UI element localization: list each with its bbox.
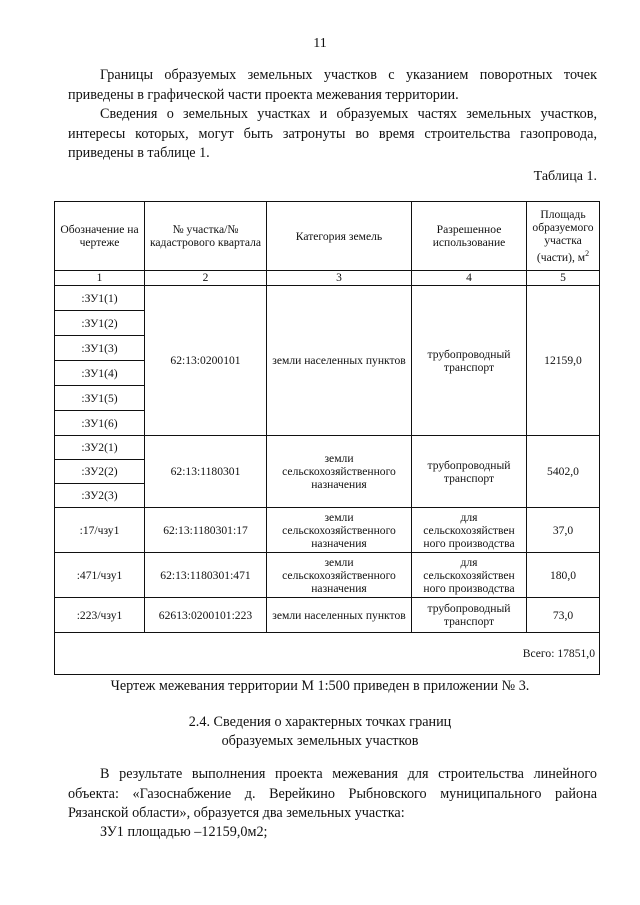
designation-cell: :ЗУ1(1) [55,286,145,311]
table-row [55,553,600,598]
col-number: 4 [412,271,527,286]
use-cell: для сельскохозяйствен ного производства [412,553,527,598]
area-cell: 37,0 [527,508,600,553]
drawing-note: Чертеж межевания территории М 1:500 приведен в приложении № 3. [110,678,530,694]
designation-cell: :ЗУ2(3) [55,484,145,508]
use-cell: трубопроводный транспорт [412,436,527,508]
paragraph-result: В результате выполнения проекта межевания для строительства линейного объекта: «Газоснабжение д. Верейкино Рыбновского муниципального района Рязанской области», образуется два земельных участка: [68,766,597,821]
header-area-sup: 2 [585,249,590,259]
designation-cell: :471/чзу1 [55,553,145,598]
table-caption: Таблица 1. [533,169,597,184]
designation-cell: :223/чзу1 [55,598,145,633]
header-parcel: № участка/№ кадастрового квартала [145,202,267,271]
area-cell: 12159,0 [527,286,600,436]
table-row [55,598,600,633]
section-heading [0,713,640,751]
area-cell: 180,0 [527,553,600,598]
table-total-row [55,633,600,675]
paragraph-zu1-area: ЗУ1 площадью –12159,0м2; [100,824,268,840]
category-cell: земли населенных пунктов [267,286,412,436]
parcel-cell: 62:13:0200101 [145,286,267,436]
area-cell: 5402,0 [527,436,600,508]
column-number-row [55,271,600,286]
parcel-cell: 62:13:1180301:471 [145,553,267,598]
category-cell: земли сельскохозяйственного назначения [267,508,412,553]
header-designation: Обозначение на чертеже [55,202,145,271]
section-heading-line2: образуемых земельных участков [221,733,419,749]
designation-cell: :ЗУ1(5) [55,386,145,411]
paragraph-boundaries: Границы образуемых земельных участков с указанием поворотных точек приведены в графической части проекта межевания территории. [68,67,597,103]
category-cell: земли населенных пунктов [267,598,412,633]
header-area [527,202,600,271]
use-cell: трубопроводный транспорт [412,598,527,633]
table-row [55,508,600,553]
header-use: Разрешенное использование [412,202,527,271]
paragraph-parcel-info: Сведения о земельных участках и образуемых частях земельных участков, интересы которых, могут быть затронуты во время строительства газопровода, приведены в таблице 1. [68,106,597,161]
header-area-text: Площадь образуемого участка (части), м [532,208,594,264]
total-cell: Всего: 17851,0 [55,633,600,675]
parcels-table [54,201,600,675]
use-cell: трубопроводный транспорт [412,286,527,436]
section-heading-line1: 2.4. Сведения о характерных точках границ [188,714,452,730]
category-cell: земли сельскохозяйственного назначения [267,436,412,508]
designation-cell: :17/чзу1 [55,508,145,553]
table-row [55,286,600,311]
header-category: Категория земель [267,202,412,271]
designation-cell: :ЗУ2(2) [55,460,145,484]
col-number: 3 [267,271,412,286]
table-row [55,436,600,460]
table-header-row [55,202,600,271]
parcel-cell: 62613:0200101:223 [145,598,267,633]
page-number: 11 [313,36,327,51]
col-number: 1 [55,271,145,286]
designation-cell: :ЗУ1(4) [55,361,145,386]
category-cell: земли сельскохозяйственного назначения [267,553,412,598]
designation-cell: :ЗУ2(1) [55,436,145,460]
use-cell: для сельскохозяйствен ного производства [412,508,527,553]
parcel-cell: 62:13:1180301:17 [145,508,267,553]
designation-cell: :ЗУ1(2) [55,311,145,336]
col-number: 2 [145,271,267,286]
area-cell: 73,0 [527,598,600,633]
col-number: 5 [527,271,600,286]
parcel-cell: 62:13:1180301 [145,436,267,508]
designation-cell: :ЗУ1(3) [55,336,145,361]
designation-cell: :ЗУ1(6) [55,411,145,436]
